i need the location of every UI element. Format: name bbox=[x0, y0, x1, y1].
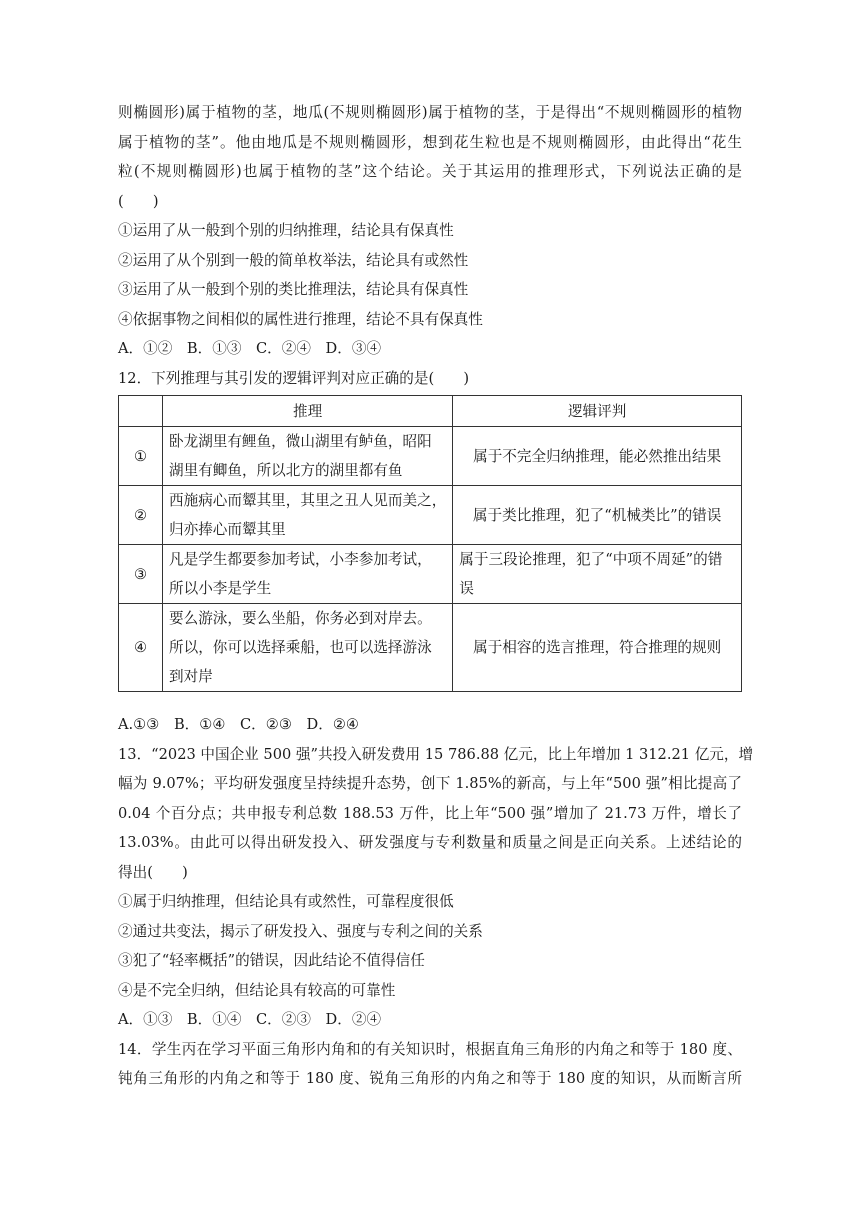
q13-option: ③犯了“轻率概括”的错误，因此结论不值得信任 bbox=[118, 952, 425, 969]
q13-stem-line: 13.03%。由此可以得出研发投入、研发强度与专利数量和质量之间是正向关系。上述结论的 bbox=[118, 834, 742, 851]
q14-stem-line: 钝角三角形的内角之和等于 180 度、锐角三角形的内角之和等于 180 度的知识，从而断言所 bbox=[118, 1070, 742, 1087]
question-11 bbox=[118, 98, 742, 364]
row-inference bbox=[163, 486, 453, 545]
row-inference bbox=[163, 604, 453, 692]
judgement-line: 属于不完全归纳推理，能必然推出结果 bbox=[473, 447, 722, 465]
inference-line: 所以，你可以选择乘船，也可以选择游泳 bbox=[169, 639, 432, 656]
q13-option: ④是不完全归纳，但结论具有较高的可靠性 bbox=[118, 981, 396, 999]
q13-option: ①属于归纳推理，但结论具有或然性，可靠程度很低 bbox=[118, 893, 454, 910]
inference-line: 归亦捧心而颦其里 bbox=[169, 521, 286, 538]
inference-line: 凡是学生都要参加考试，小李参加考试， bbox=[169, 551, 432, 568]
row-judgement bbox=[453, 604, 742, 692]
q11-stem-line: 属于植物的茎”。他由地瓜是不规则椭圆形，想到花生粒也是不规则椭圆形，由此得出“花生 bbox=[118, 133, 742, 151]
inference-line: 湖里有鲫鱼，所以北方的湖里都有鱼 bbox=[169, 462, 403, 479]
q13-option: ②通过共变法，揭示了研发投入、强度与专利之间的关系 bbox=[118, 922, 483, 940]
q13-choices: A．①③ B．①④ C．②③ D．②④ bbox=[118, 1011, 382, 1028]
q11-option: ④依据事物之间相似的属性进行推理，结论不具有保真性 bbox=[118, 310, 483, 328]
table-header-judgement: 逻辑评判 bbox=[453, 396, 742, 427]
row-judgement bbox=[453, 545, 742, 604]
judgement-line: 属于类比推理，犯了“机械类比”的错误 bbox=[472, 506, 722, 524]
inference-line: 所以小李是学生 bbox=[169, 580, 272, 597]
q14-stem-line: 14．学生丙在学习平面三角形内角和的有关知识时，根据直角三角形的内角之和等于 180 度、 bbox=[118, 1040, 742, 1058]
judgement-line: 误 bbox=[459, 580, 474, 597]
q11-option: ②运用了从个别到一般的简单枚举法，结论具有或然性 bbox=[118, 251, 469, 269]
exam-page bbox=[118, 98, 754, 1094]
q13-stem-line: 0.04 个百分点；共申报专利总数 188.53 万件，比上年“500 强”增加了 21.73 万件，增长了 bbox=[118, 804, 742, 822]
table-row bbox=[119, 604, 742, 692]
table-header-inference: 推理 bbox=[163, 396, 453, 427]
table-row bbox=[119, 427, 742, 486]
row-judgement bbox=[453, 427, 742, 486]
q11-option: ③运用了从一般到个别的类比推理法，结论具有保真性 bbox=[118, 281, 469, 298]
judgement-line: 属于相容的选言推理，符合推理的规则 bbox=[473, 639, 722, 656]
q13-stem-line: 得出( ) bbox=[118, 863, 188, 881]
q11-option: ①运用了从一般到个别的归纳推理，结论具有保真性 bbox=[118, 222, 454, 239]
question-12 bbox=[118, 364, 742, 740]
q11-answer-bracket: ( ) bbox=[118, 192, 159, 210]
logic-table bbox=[118, 395, 742, 692]
q12-stem: 12．下列推理与其引发的逻辑评判对应正确的是( ) bbox=[118, 369, 470, 387]
q11-choices: A．①② B．①③ C．②④ D．③④ bbox=[118, 340, 382, 357]
table-header-num bbox=[119, 396, 163, 427]
row-number: ② bbox=[119, 486, 163, 545]
q13-stem-line: 13．“2023 中国企业 500 强”共投入研发费用 15 786.88 亿元，比上年增加 1 312.21 亿元，增 bbox=[118, 745, 754, 763]
q13-stem-line: 幅为 9.07%；平均研发强度呈持续提升态势，创下 1.85%的新高，与上年“500 强”相比提高了 bbox=[118, 775, 742, 792]
inference-line: 到对岸 bbox=[169, 668, 213, 685]
q12-choices: A.①③ B．①④ C．②③ D．②④ bbox=[118, 716, 359, 733]
row-number: ① bbox=[119, 427, 163, 486]
row-judgement bbox=[453, 486, 742, 545]
row-inference bbox=[163, 427, 453, 486]
row-number: ③ bbox=[119, 545, 163, 604]
table-row bbox=[119, 486, 742, 545]
table-row bbox=[119, 545, 742, 604]
judgement-line: 属于三段论推理，犯了“中项不周延”的错 bbox=[459, 551, 723, 568]
q11-stem-line: 粒(不规则椭圆形)也属于植物的茎”这个结论。关于其运用的推理形式，下列说法正确的是 bbox=[118, 163, 742, 180]
row-inference bbox=[163, 545, 453, 604]
inference-line: 西施病心而颦其里，其里之丑人见而美之， bbox=[169, 492, 447, 509]
q11-stem-line: 则椭圆形)属于植物的茎，地瓜(不规则椭圆形)属于植物的茎，于是得出“不规则椭圆形的植物 bbox=[118, 104, 742, 121]
inference-line: 卧龙湖里有鲤鱼，微山湖里有鲈鱼，昭阳 bbox=[169, 433, 432, 450]
table-header-row bbox=[119, 396, 742, 427]
question-14 bbox=[118, 1035, 742, 1094]
row-number: ④ bbox=[119, 604, 163, 692]
question-13 bbox=[118, 740, 754, 1035]
inference-line: 要么游泳，要么坐船，你务必到对岸去。 bbox=[169, 610, 432, 627]
